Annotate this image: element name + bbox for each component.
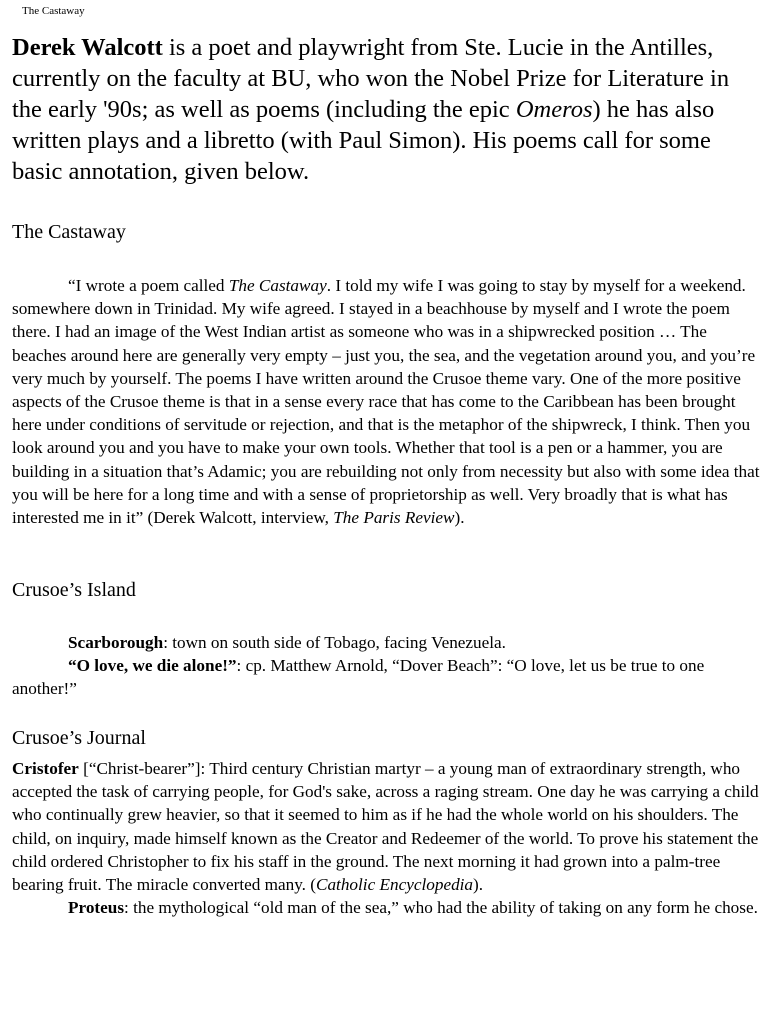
note-term: “O love, we die alone!” [68,656,237,676]
note-o-love [12,654,760,700]
note-term: Scarborough [68,633,164,652]
note-proteus [12,896,760,919]
note-source-close: ). [473,875,484,895]
note-term: Proteus [68,898,125,918]
quote-title: The Castaway [228,276,327,295]
note-text: : town on south side of Tobago, facing Venezuela. [163,633,506,652]
quote-source-title: The Paris Review [333,508,455,528]
note-text: [“Christ-bearer”]: Third century Christian martyr – a young man of extraordinary strength, who accepted the task of carrying people, for God's sake, across a raging stream. One day he was carrying a child who continually grew heavier, so that it seemed to him as if he had the whole world on his shoulders. The child, on inquiry, made himself known as the Creator and Redeemer of the world. To prove his statement the child ordered Christopher to fix his staff in the ground. The next morning it had grown into a palm-tree bearing fruit. The miracle converted many. ( [12,759,759,895]
quote-source-close: ). [454,508,465,528]
island-notes [12,631,760,701]
intro-paragraph [12,32,764,187]
castaway-quote-paragraph [12,274,760,529]
note-source-title: Catholic Encyclopedia [316,875,474,895]
journal-notes [12,757,760,919]
heading-the-castaway: The Castaway [12,221,126,243]
intro-text-2: ) he has also written plays and a libretto (with Paul Simon). His poems call for some basic annotation, given below. [12,96,715,185]
note-term: Cristofer [12,759,79,778]
intro-title-omeros: Omeros [515,96,593,123]
heading-crusoes-island: Crusoe’s Island [12,579,136,601]
note-text: : cp. Matthew Arnold, “Dover Beach”: “O love, let us be true to one another!” [12,656,705,699]
note-text: : the mythological “old man of the sea,” who had the ability of taking on any form he chose. [124,898,758,918]
intro-text-1: is a poet and playwright from Ste. Lucie in the Antilles, currently on the faculty at BU, who won the Nobel Prize for Literature in the early '90s; as well as poems (including the epic [12,34,730,123]
quote-body: . I told my wife I was going to stay by myself for a weekend. somewhere down in Trinidad. My wife agreed. I stayed in a beachhouse by myself and I wrote the poem there. I had an image of the West Indian artist as someone who was in a shipwrecked position … The beaches around here are generally very empty – just you, the sea, and the vegetation around you, and you’re very much by yourself. The poems I have written around the Crusoe theme vary. One of the more positive aspects of the Crusoe theme is that in a sense every race that has come to the Caribbean has been brought here under conditions of servitude or rejection, and that is the metaphor of the shipwreck, I think. Then you look around you and you have to make your own tools. Whether that tool is a pen or a hammer, you are building in a situation that’s Adamic; you are rebuilding not only from necessity but also with some idea that you will be here for a long time and with a sense of proprietorship as well. Very broadly that is what has interested me in it” (Derek Walcott, interview, [12,276,760,528]
quote-open: “I wrote a poem called [68,276,229,295]
note-cristofer [12,757,760,896]
running-head: The Castaway [22,5,85,17]
author-name: Derek Walcott [12,34,163,61]
note-scarborough [12,631,760,654]
heading-crusoes-journal: Crusoe’s Journal [12,727,146,749]
